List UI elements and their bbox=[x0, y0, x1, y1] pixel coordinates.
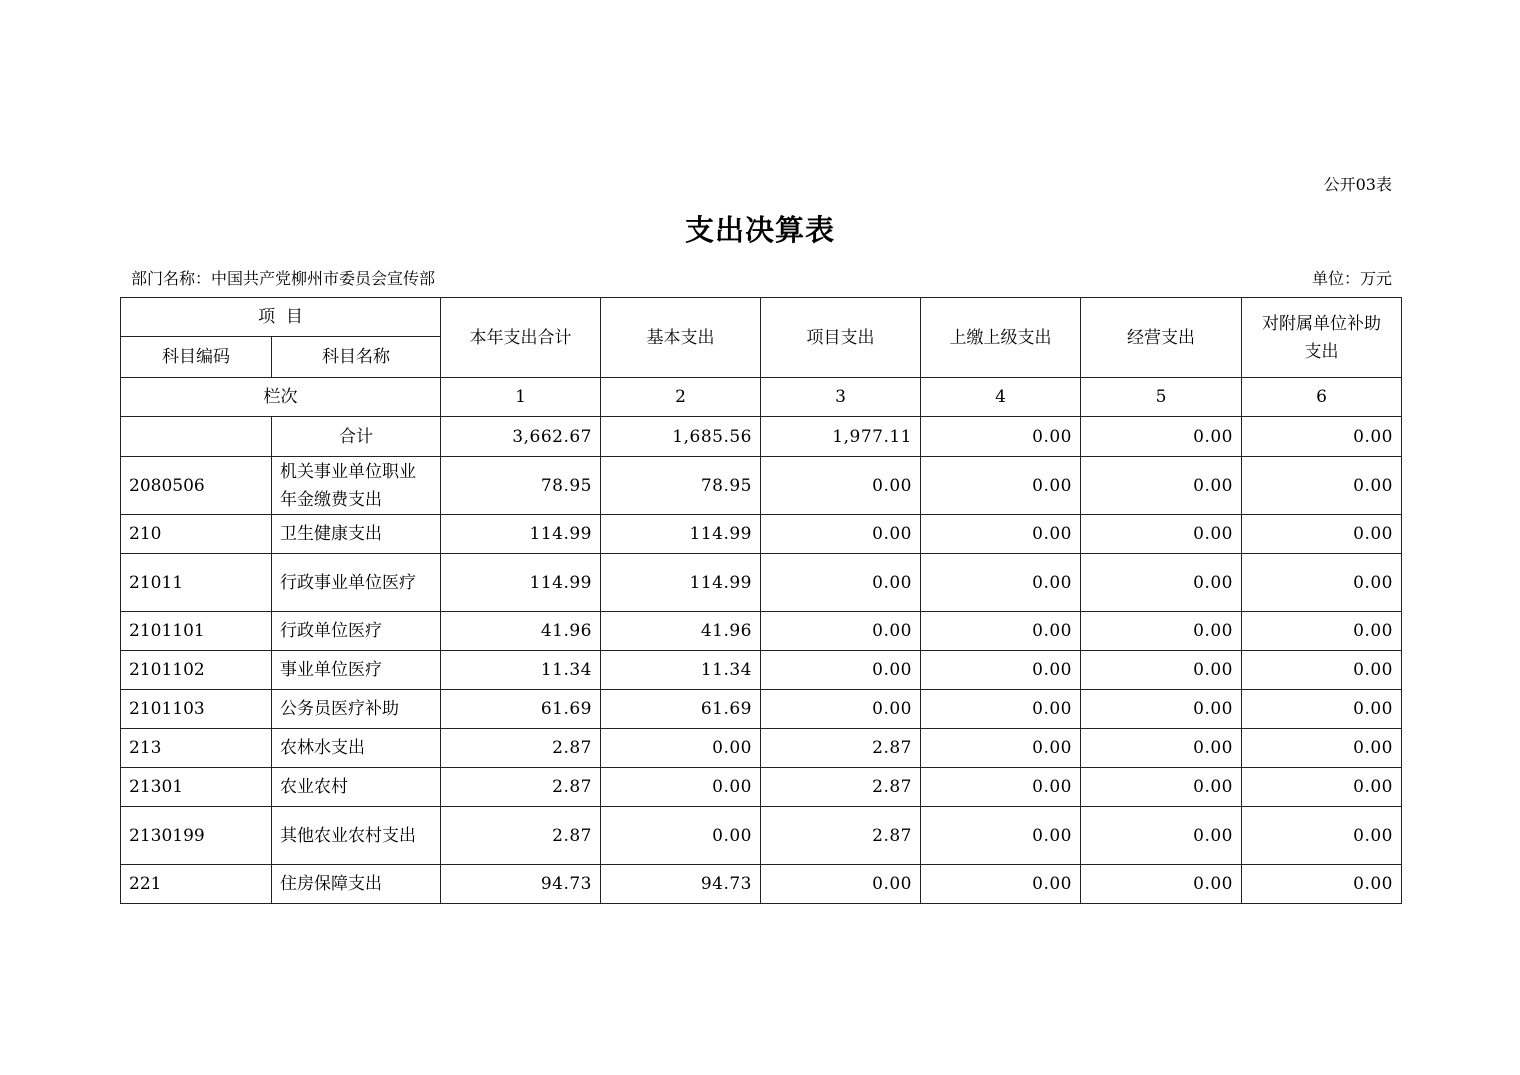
header-project: 项目支出 bbox=[761, 298, 921, 378]
subject-name-cell: 行政单位医疗 bbox=[272, 612, 441, 651]
column-number: 6 bbox=[1242, 378, 1402, 417]
subject-code-cell: 210 bbox=[121, 515, 272, 554]
amount-cell: 0.00 bbox=[1242, 612, 1402, 651]
amount-cell: 0.00 bbox=[1081, 554, 1242, 612]
header-total: 本年支出合计 bbox=[441, 298, 601, 378]
header-subject-code: 科目编码 bbox=[121, 337, 272, 378]
summary-value: 1,977.11 bbox=[761, 417, 921, 457]
amount-cell: 2.87 bbox=[441, 729, 601, 768]
summary-code-cell bbox=[121, 417, 272, 457]
summary-label: 合计 bbox=[272, 417, 441, 457]
amount-cell: 0.00 bbox=[1242, 807, 1402, 865]
table-row bbox=[121, 457, 1402, 515]
subject-name-cell: 农林水支出 bbox=[272, 729, 441, 768]
column-number-row bbox=[121, 378, 1402, 417]
amount-cell: 61.69 bbox=[441, 690, 601, 729]
amount-cell: 0.00 bbox=[761, 515, 921, 554]
column-row-label: 栏次 bbox=[121, 378, 441, 417]
expenditure-table bbox=[120, 297, 1402, 904]
table-row bbox=[121, 768, 1402, 807]
amount-cell: 0.00 bbox=[601, 768, 761, 807]
amount-cell: 0.00 bbox=[761, 651, 921, 690]
amount-cell: 0.00 bbox=[921, 768, 1081, 807]
table-row bbox=[121, 612, 1402, 651]
form-code: 公开03表 bbox=[1323, 175, 1392, 194]
column-number: 4 bbox=[921, 378, 1081, 417]
amount-cell: 0.00 bbox=[601, 807, 761, 865]
header-item: 项 目 bbox=[121, 298, 441, 337]
amount-cell: 0.00 bbox=[761, 690, 921, 729]
summary-row bbox=[121, 417, 1402, 457]
page-title: 支出决算表 bbox=[684, 213, 835, 247]
amount-cell: 0.00 bbox=[921, 457, 1081, 515]
column-number: 5 bbox=[1081, 378, 1242, 417]
subject-name-cell: 住房保障支出 bbox=[272, 865, 441, 904]
amount-cell: 0.00 bbox=[1242, 554, 1402, 612]
subject-code-cell: 2080506 bbox=[121, 457, 272, 515]
amount-cell: 0.00 bbox=[601, 729, 761, 768]
amount-cell: 114.99 bbox=[601, 515, 761, 554]
amount-cell: 0.00 bbox=[921, 515, 1081, 554]
subject-code-cell: 221 bbox=[121, 865, 272, 904]
amount-cell: 0.00 bbox=[1081, 651, 1242, 690]
table-body bbox=[121, 298, 1402, 904]
amount-cell: 0.00 bbox=[761, 457, 921, 515]
amount-cell: 2.87 bbox=[761, 807, 921, 865]
amount-cell: 61.69 bbox=[601, 690, 761, 729]
amount-cell: 114.99 bbox=[441, 515, 601, 554]
header-row-1 bbox=[121, 298, 1402, 337]
subject-name-cell: 行政事业单位医疗 bbox=[272, 554, 441, 612]
header-upper: 上缴上级支出 bbox=[921, 298, 1081, 378]
table-row bbox=[121, 865, 1402, 904]
table-row bbox=[121, 651, 1402, 690]
summary-value: 3,662.67 bbox=[441, 417, 601, 457]
subject-code-cell: 2101103 bbox=[121, 690, 272, 729]
amount-cell: 0.00 bbox=[1242, 457, 1402, 515]
amount-cell: 0.00 bbox=[921, 865, 1081, 904]
amount-cell: 0.00 bbox=[921, 554, 1081, 612]
amount-cell: 114.99 bbox=[441, 554, 601, 612]
amount-cell: 78.95 bbox=[441, 457, 601, 515]
subject-name-cell: 事业单位医疗 bbox=[272, 651, 441, 690]
amount-cell: 0.00 bbox=[1242, 729, 1402, 768]
amount-cell: 0.00 bbox=[921, 690, 1081, 729]
amount-cell: 0.00 bbox=[1242, 865, 1402, 904]
subject-name-cell: 其他农业农村支出 bbox=[272, 807, 441, 865]
amount-cell: 0.00 bbox=[1081, 457, 1242, 515]
subject-code-cell: 2130199 bbox=[121, 807, 272, 865]
amount-cell: 0.00 bbox=[921, 651, 1081, 690]
amount-cell: 0.00 bbox=[1242, 515, 1402, 554]
table-row bbox=[121, 807, 1402, 865]
amount-cell: 11.34 bbox=[601, 651, 761, 690]
amount-cell: 2.87 bbox=[441, 768, 601, 807]
table-row bbox=[121, 690, 1402, 729]
unit-label: 单位：万元 bbox=[1311, 269, 1392, 288]
table-row bbox=[121, 729, 1402, 768]
amount-cell: 0.00 bbox=[1081, 768, 1242, 807]
amount-cell: 78.95 bbox=[601, 457, 761, 515]
summary-value: 0.00 bbox=[1081, 417, 1242, 457]
amount-cell: 94.73 bbox=[441, 865, 601, 904]
subject-code-cell: 21011 bbox=[121, 554, 272, 612]
header-subsidiary: 对附属单位补助支出 bbox=[1242, 298, 1402, 378]
header-basic: 基本支出 bbox=[601, 298, 761, 378]
amount-cell: 0.00 bbox=[1242, 651, 1402, 690]
subject-code-cell: 21301 bbox=[121, 768, 272, 807]
column-number: 3 bbox=[761, 378, 921, 417]
header-business: 经营支出 bbox=[1081, 298, 1242, 378]
table-row bbox=[121, 515, 1402, 554]
amount-cell: 41.96 bbox=[601, 612, 761, 651]
amount-cell: 41.96 bbox=[441, 612, 601, 651]
amount-cell: 0.00 bbox=[1081, 729, 1242, 768]
subject-code-cell: 2101102 bbox=[121, 651, 272, 690]
column-number: 1 bbox=[441, 378, 601, 417]
amount-cell: 0.00 bbox=[761, 612, 921, 651]
amount-cell: 0.00 bbox=[921, 612, 1081, 651]
subject-name-cell: 公务员医疗补助 bbox=[272, 690, 441, 729]
summary-value: 0.00 bbox=[1242, 417, 1402, 457]
summary-value: 1,685.56 bbox=[601, 417, 761, 457]
column-number: 2 bbox=[601, 378, 761, 417]
amount-cell: 11.34 bbox=[441, 651, 601, 690]
subject-name-cell: 农业农村 bbox=[272, 768, 441, 807]
amount-cell: 0.00 bbox=[1081, 612, 1242, 651]
amount-cell: 0.00 bbox=[761, 865, 921, 904]
amount-cell: 0.00 bbox=[1242, 768, 1402, 807]
subject-name-cell: 机关事业单位职业年金缴费支出 bbox=[272, 457, 441, 515]
amount-cell: 94.73 bbox=[601, 865, 761, 904]
subject-name-cell: 卫生健康支出 bbox=[272, 515, 441, 554]
amount-cell: 0.00 bbox=[921, 729, 1081, 768]
header-subject-name: 科目名称 bbox=[272, 337, 441, 378]
amount-cell: 0.00 bbox=[1081, 865, 1242, 904]
amount-cell: 0.00 bbox=[1242, 690, 1402, 729]
amount-cell: 0.00 bbox=[761, 554, 921, 612]
table-row bbox=[121, 554, 1402, 612]
summary-value: 0.00 bbox=[921, 417, 1081, 457]
subject-code-cell: 213 bbox=[121, 729, 272, 768]
amount-cell: 0.00 bbox=[1081, 807, 1242, 865]
amount-cell: 2.87 bbox=[441, 807, 601, 865]
amount-cell: 2.87 bbox=[761, 768, 921, 807]
amount-cell: 0.00 bbox=[1081, 690, 1242, 729]
subject-code-cell: 2101101 bbox=[121, 612, 272, 651]
amount-cell: 114.99 bbox=[601, 554, 761, 612]
amount-cell: 0.00 bbox=[921, 807, 1081, 865]
department-name: 部门名称：中国共产党柳州市委员会宣传部 bbox=[131, 269, 436, 288]
amount-cell: 0.00 bbox=[1081, 515, 1242, 554]
amount-cell: 2.87 bbox=[761, 729, 921, 768]
